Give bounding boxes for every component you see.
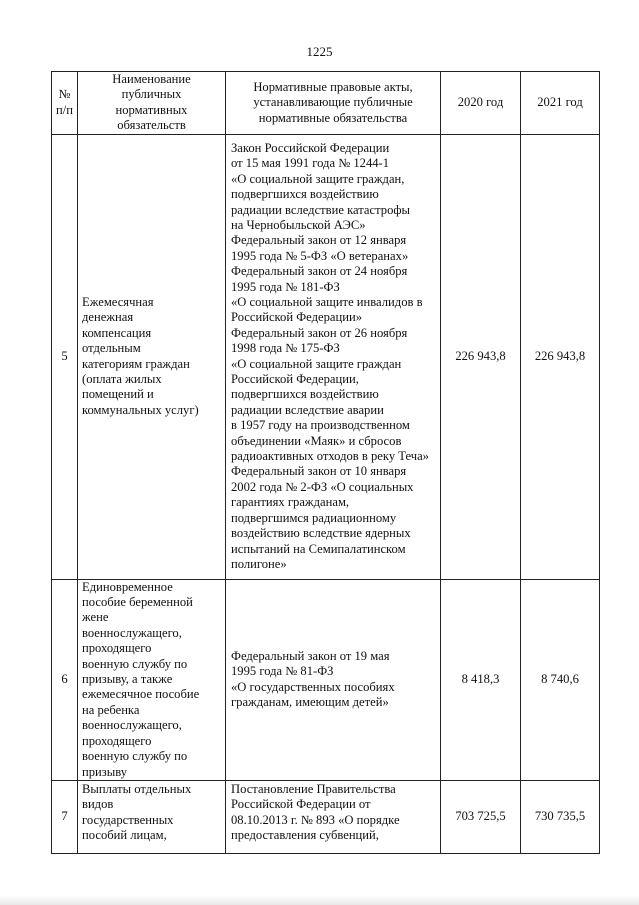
table-row — [52, 579, 600, 780]
row-number: 6 — [52, 579, 78, 780]
header-num: № п/п — [52, 72, 78, 135]
legal-acts: Федеральный закон от 19 мая 1995 года № 81-ФЗ «О государственных пособиях гражданам, имеющим детей» — [226, 579, 441, 780]
obligation-name: Выплаты отдельных видов государственных пособий лицам, — [78, 780, 226, 853]
table-row — [52, 780, 600, 853]
obligations-table — [51, 71, 600, 854]
table-header-row — [52, 72, 600, 135]
value-2021: 8 740,6 — [521, 579, 600, 780]
legal-acts: Постановление Правительства Российской Федерации от 08.10.2013 г. № 893 «О порядке предоставления субвенций, — [226, 780, 441, 853]
row-number: 5 — [52, 134, 78, 579]
header-acts: Нормативные правовые акты, устанавливающие публичные нормативные обязательства — [226, 72, 441, 135]
header-year-2021: 2021 год — [521, 72, 600, 135]
header-name: Наименование публичных нормативных обязательств — [78, 72, 226, 135]
obligation-name: Единовременное пособие беременной жене военнослужащего, проходящего военную службу по призыву, а также ежемесячное пособие на ребенка военнослужащего, проходящего военную службу по призыву — [78, 579, 226, 780]
obligation-name: Ежемесячная денежная компенсация отдельным категориям граждан (оплата жилых помещений и коммунальных услуг) — [78, 134, 226, 579]
legal-acts: Закон Российской Федерации от 15 мая 1991 года № 1244-1 «О социальной защите граждан, подвергшихся воздействию радиации вследствие катастрофы на Чернобыльской АЭС» Федеральный закон от 12 января 1995 года № 5-ФЗ «О ветеранах» Федеральный закон от 24 ноября 1995 года № 181-ФЗ «О социальной защите инвалидов в Российской Федерации» Федеральный закон от 26 ноября 1998 года № 175-ФЗ «О социальной защите граждан Российской Федерации, подвергшихся воздействию радиации вследствие аварии в 1957 году на производственном объединении «Маяк» и сбросов радиоактивных отходов в реку Теча» Федеральный закон от 10 января 2002 года № 2-ФЗ «О социальных гарантиях гражданам, подвергшимся радиационному воздействию вследствие ядерных испытаний на Семипалатинском полигоне» — [226, 134, 441, 579]
value-2020: 703 725,5 — [441, 780, 521, 853]
header-year-2020: 2020 год — [441, 72, 521, 135]
page-number: 1225 — [306, 44, 333, 59]
row-number: 7 — [52, 780, 78, 853]
value-2020: 226 943,8 — [441, 134, 521, 579]
value-2021: 730 735,5 — [521, 780, 600, 853]
value-2020: 8 418,3 — [441, 579, 521, 780]
value-2021: 226 943,8 — [521, 134, 600, 579]
table-row — [52, 134, 600, 579]
scan-bottom-edge — [0, 895, 639, 905]
